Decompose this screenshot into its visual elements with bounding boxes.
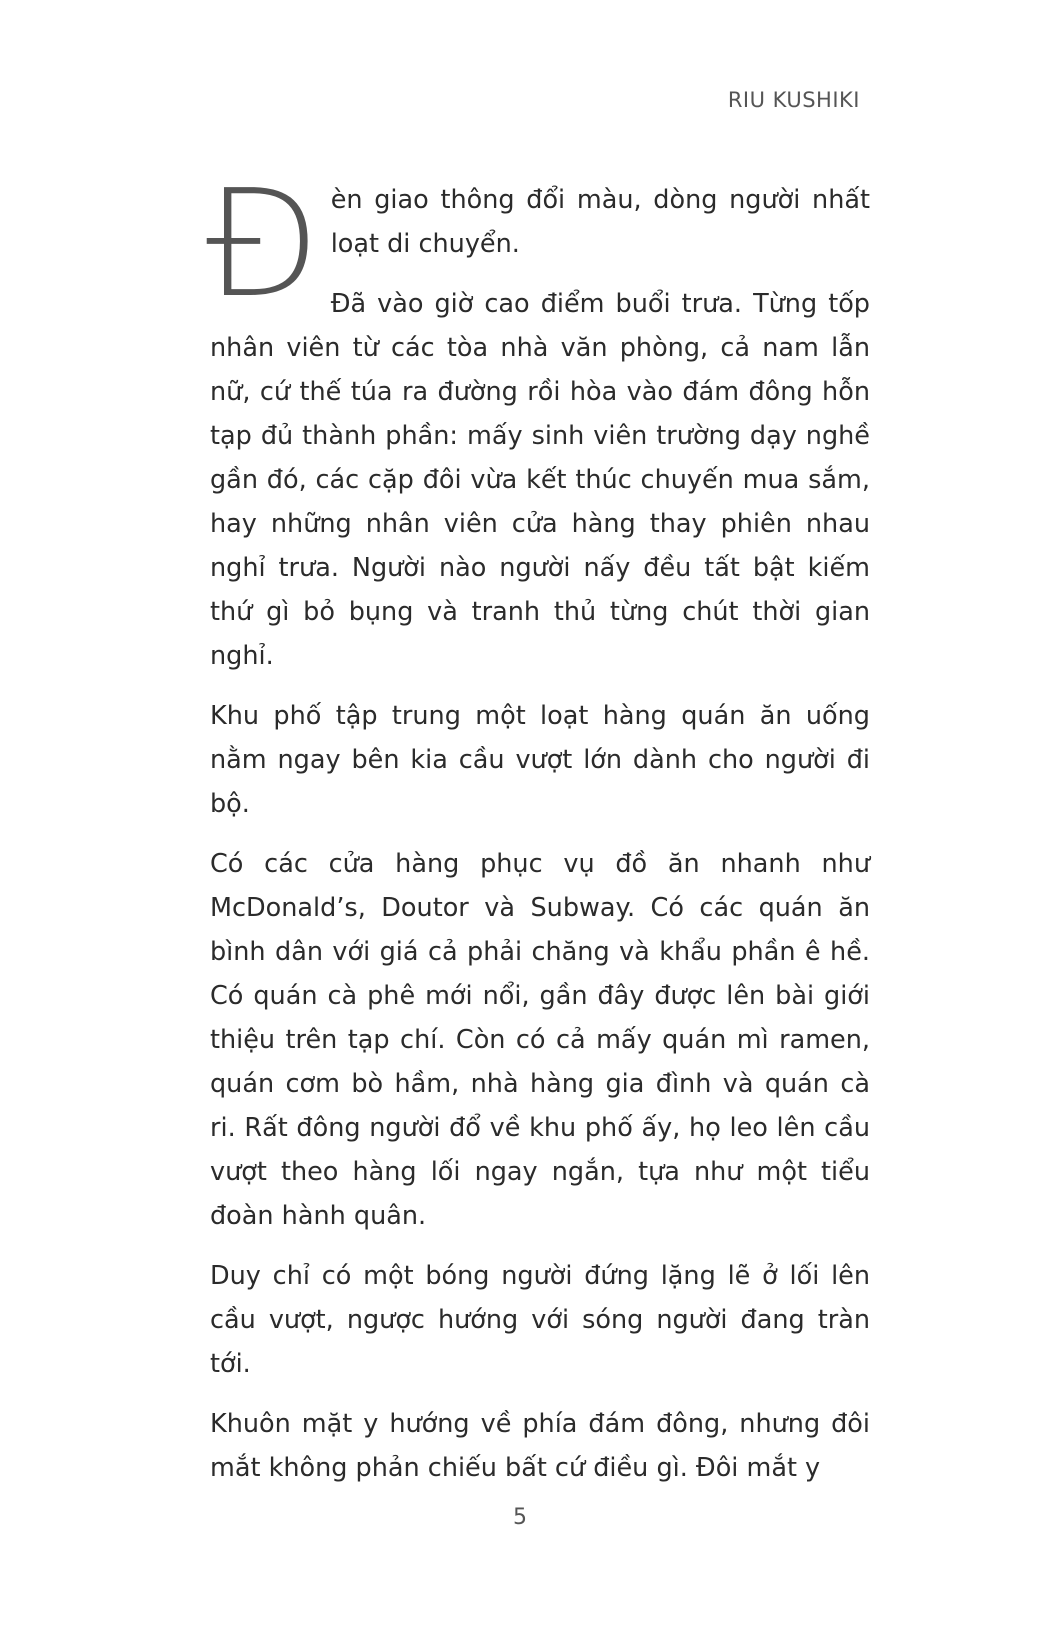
paragraph-2: Đã vào giờ cao điểm buổi trưa. Từng tốp nhân viên từ các tòa nhà văn phòng, cả nam lẫn nữ, cứ thế túa ra đường rồi hòa vào đám đông hỗn tạp đủ thành phần: mấy sinh viên trường dạy nghề gần đó, các cặp đôi vừa kết thúc chuyến mua sắm, hay những nhân viên cửa hàng thay phiên nhau nghỉ trưa. Người nào người nấy đều tất bật kiếm thứ gì bỏ bụng và tranh thủ từng chút thời gian nghỉ. bbox=[210, 289, 870, 671]
paragraph-6: Khuôn mặt y hướng về phía đám đông, nhưng đôi mắt không phản chiếu bất cứ điều gì. Đôi mắt y bbox=[210, 1409, 870, 1483]
running-header-author: RIU KUSHIKI bbox=[727, 88, 860, 112]
page-number: 5 bbox=[513, 1505, 527, 1530]
paragraph-3: Khu phố tập trung một loạt hàng quán ăn uống nằm ngay bên kia cầu vượt lớn dành cho người đi bộ. bbox=[210, 701, 870, 819]
paragraph-5: Duy chỉ có một bóng người đứng lặng lẽ ở lối lên cầu vượt, ngược hướng với sóng người đang tràn tới. bbox=[210, 1261, 870, 1379]
paragraph-1: èn giao thông đổi màu, dòng người nhất loạt di chuyển. bbox=[330, 185, 870, 259]
drop-cap: Đ bbox=[206, 158, 321, 330]
paragraph-4: Có các cửa hàng phục vụ đồ ăn nhanh như McDonald’s, Doutor và Subway. Có các quán ăn bình dân với giá cả phải chăng và khẩu phần ê hề. Có quán cà phê mới nổi, gần đây được lên bài giới thiệu trên tạp chí. Còn có cả mấy quán mì ramen, quán cơm bò hầm, nhà hàng gia đình và quán cà ri. Rất đông người đổ về khu phố ấy, họ leo lên cầu vượt theo hàng lối ngay ngắn, tựa như một tiểu đoàn hành quân. bbox=[210, 849, 870, 1231]
body-text bbox=[206, 158, 870, 1506]
